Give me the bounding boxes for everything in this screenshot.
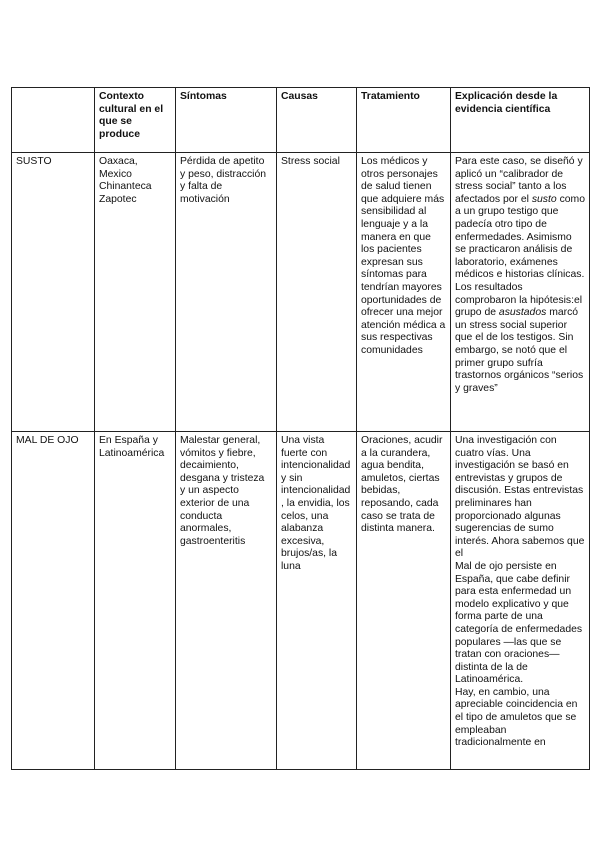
tratamiento-text: Oraciones, acudir a la curandera, agua bendita, amuletos, ciertas bebidas, reposando, cada caso se trata de distinta manera.: [361, 435, 443, 535]
table-row-susto: [12, 153, 590, 432]
cell-sintomas-mal-de-ojo: [176, 432, 277, 770]
header-sintomas: Síntomas: [176, 88, 277, 153]
cell-explicacion-mal-de-ojo: [451, 432, 590, 770]
table-header-row: [12, 88, 590, 153]
explicacion-part-c: marcó un stress social superior que el de los testigos. Sin embargo, se notó que el primer grupo sufría trastornos orgánicos “serios y graves”: [455, 307, 584, 394]
header-causas: Causas: [277, 88, 357, 153]
row-name-mal-de-ojo: MAL DE OJO: [12, 432, 95, 770]
explicacion-part-a: Para este caso, se diseñó y aplicó un “calibrador de stress social” tanto a los afectados por el: [455, 156, 583, 205]
tratamiento-text: Los médicos y otros personajes de salud tienen que adquiere más sensibilidad al lenguaje y a la manera en que los pacientes expresan sus síntomas para tendrían mayores oportunidades de ofrecer una mejor atención médica a sus respectivas comunidades: [361, 156, 446, 356]
cell-tratamiento-susto: [357, 153, 451, 432]
cell-explicacion-susto: [451, 153, 590, 432]
contexto-text: Oaxaca, Mexico Chinanteca Zapotec: [99, 156, 152, 205]
explicacion-text: Una investigación con cuatro vías. Una investigación se basó en entrevistas y grupos de discusión. Estas entrevistas preliminares han proporcionado algunas sugerencias de sumo interés. Ahora sabemos que el Mal de ojo persiste en España, que cabe definir para esta enfermedad un modelo explicativo y que forma parte de una categoría de enfermedades populares —las que se tratan con oraciones— distinta de la de Latinoamérica. Hay, en cambio, una apreciable coincidencia en el tipo de amuletos que se empleaban tradicionalmente en: [455, 435, 585, 749]
explicacion-part-b: como a un grupo testigo que padecía otro tipo de enfermedades. Asimismo se practicaron análisis de laboratorio, exámenes médicos e historias clínicas. Los resultados comprobaron la hipótesis:el grupo de: [455, 193, 585, 319]
causas-text: Stress social: [281, 156, 340, 167]
explicacion-text: [455, 156, 585, 395]
explicacion-emphasis-asustados: asustados: [498, 307, 547, 319]
cell-sintomas-susto: [176, 153, 277, 432]
table-row-mal-de-ojo: [12, 432, 590, 770]
header-explicacion: Explicación desde la evidencia científica: [451, 88, 590, 153]
cell-causas-susto: [277, 153, 357, 432]
cell-causas-mal-de-ojo: [277, 432, 357, 770]
header-empty: [12, 88, 95, 153]
cell-contexto-mal-de-ojo: [95, 432, 176, 770]
causas-text: Una vista fuerte con intencionalidad y sin intencionalidad, la envidia, los celos, una alabanza excesiva, brujos/as, la luna: [281, 435, 351, 572]
sintomas-text: Pérdida de apetito y peso, distracción y falta de motivación: [180, 156, 267, 205]
cell-contexto-susto: [95, 153, 176, 432]
cell-tratamiento-mal-de-ojo: [357, 432, 451, 770]
diseases-table: [11, 87, 590, 770]
sintomas-text: Malestar general, vómitos y fiebre, decaimiento, desgana y tristeza y un aspecto exterior de una conducta anormales, gastroenteritis: [180, 435, 265, 547]
explicacion-emphasis-susto: susto: [531, 193, 557, 205]
contexto-text: En España y Latinoamérica: [99, 435, 165, 459]
header-tratamiento: Tratamiento: [357, 88, 451, 153]
header-contexto: Contexto cultural en el que se produce: [95, 88, 176, 153]
row-name-susto: SUSTO: [12, 153, 95, 432]
